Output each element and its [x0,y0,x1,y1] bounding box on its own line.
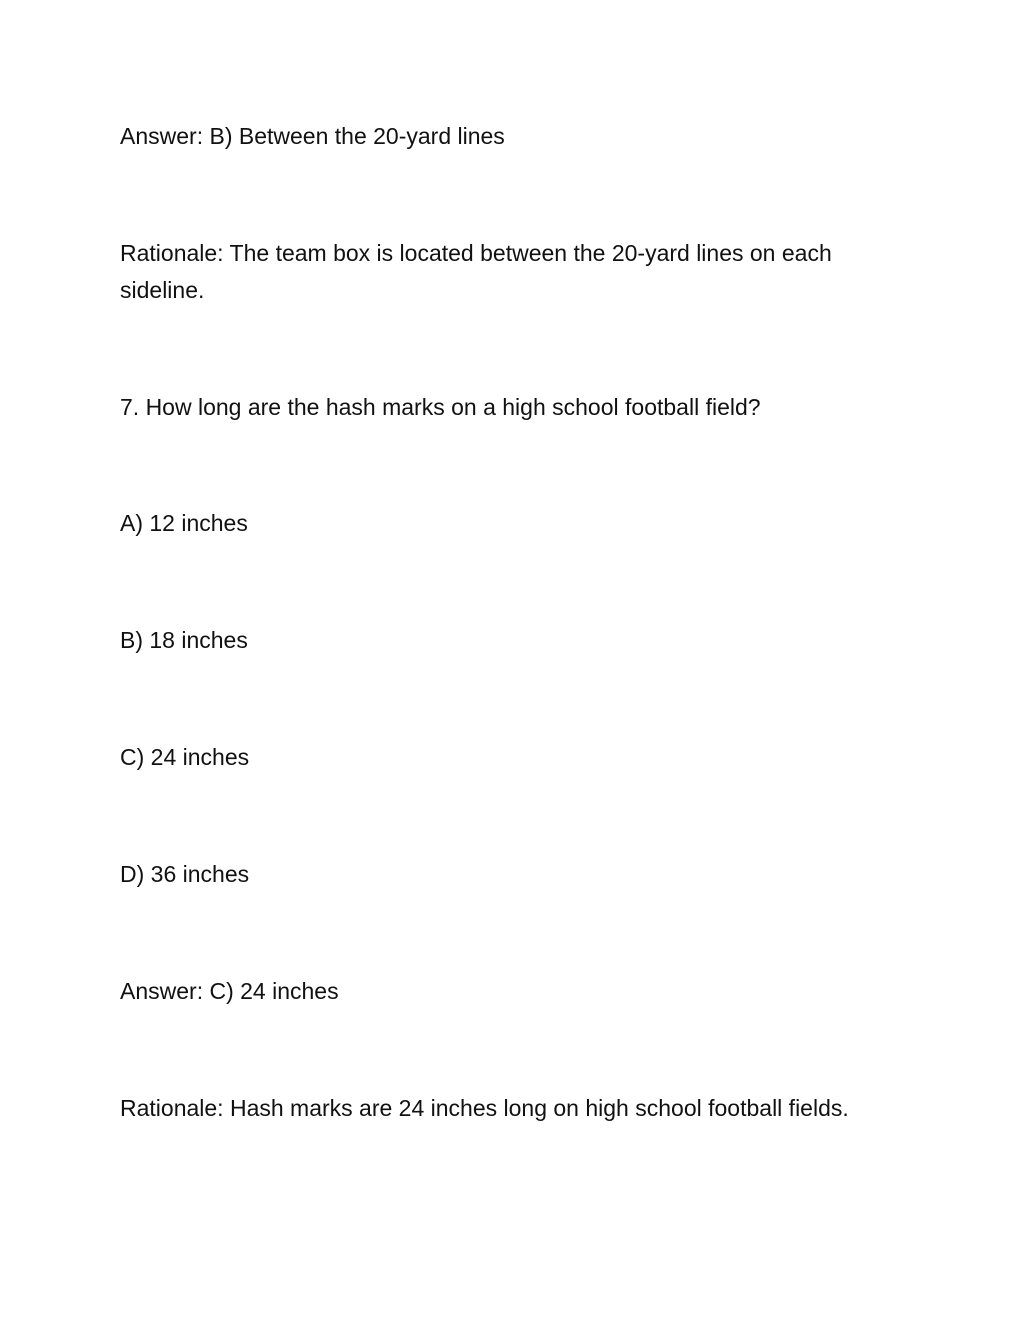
previous-rationale: Rationale: The team box is located between the 20-yard lines on each sideline. [120,240,832,303]
option-c: C) 24 inches [120,744,250,770]
answer-7: Answer: C) 24 inches [120,978,339,1004]
rationale-7: Rationale: Hash marks are 24 inches long on high school football fields. [120,1095,849,1121]
option-b: B) 18 inches [120,627,248,653]
previous-answer: Answer: B) Between the 20-yard lines [120,123,505,149]
option-d: D) 36 inches [120,861,250,887]
option-a: A) 12 inches [120,510,248,536]
question-7: 7. How long are the hash marks on a high school football field? [120,394,761,420]
